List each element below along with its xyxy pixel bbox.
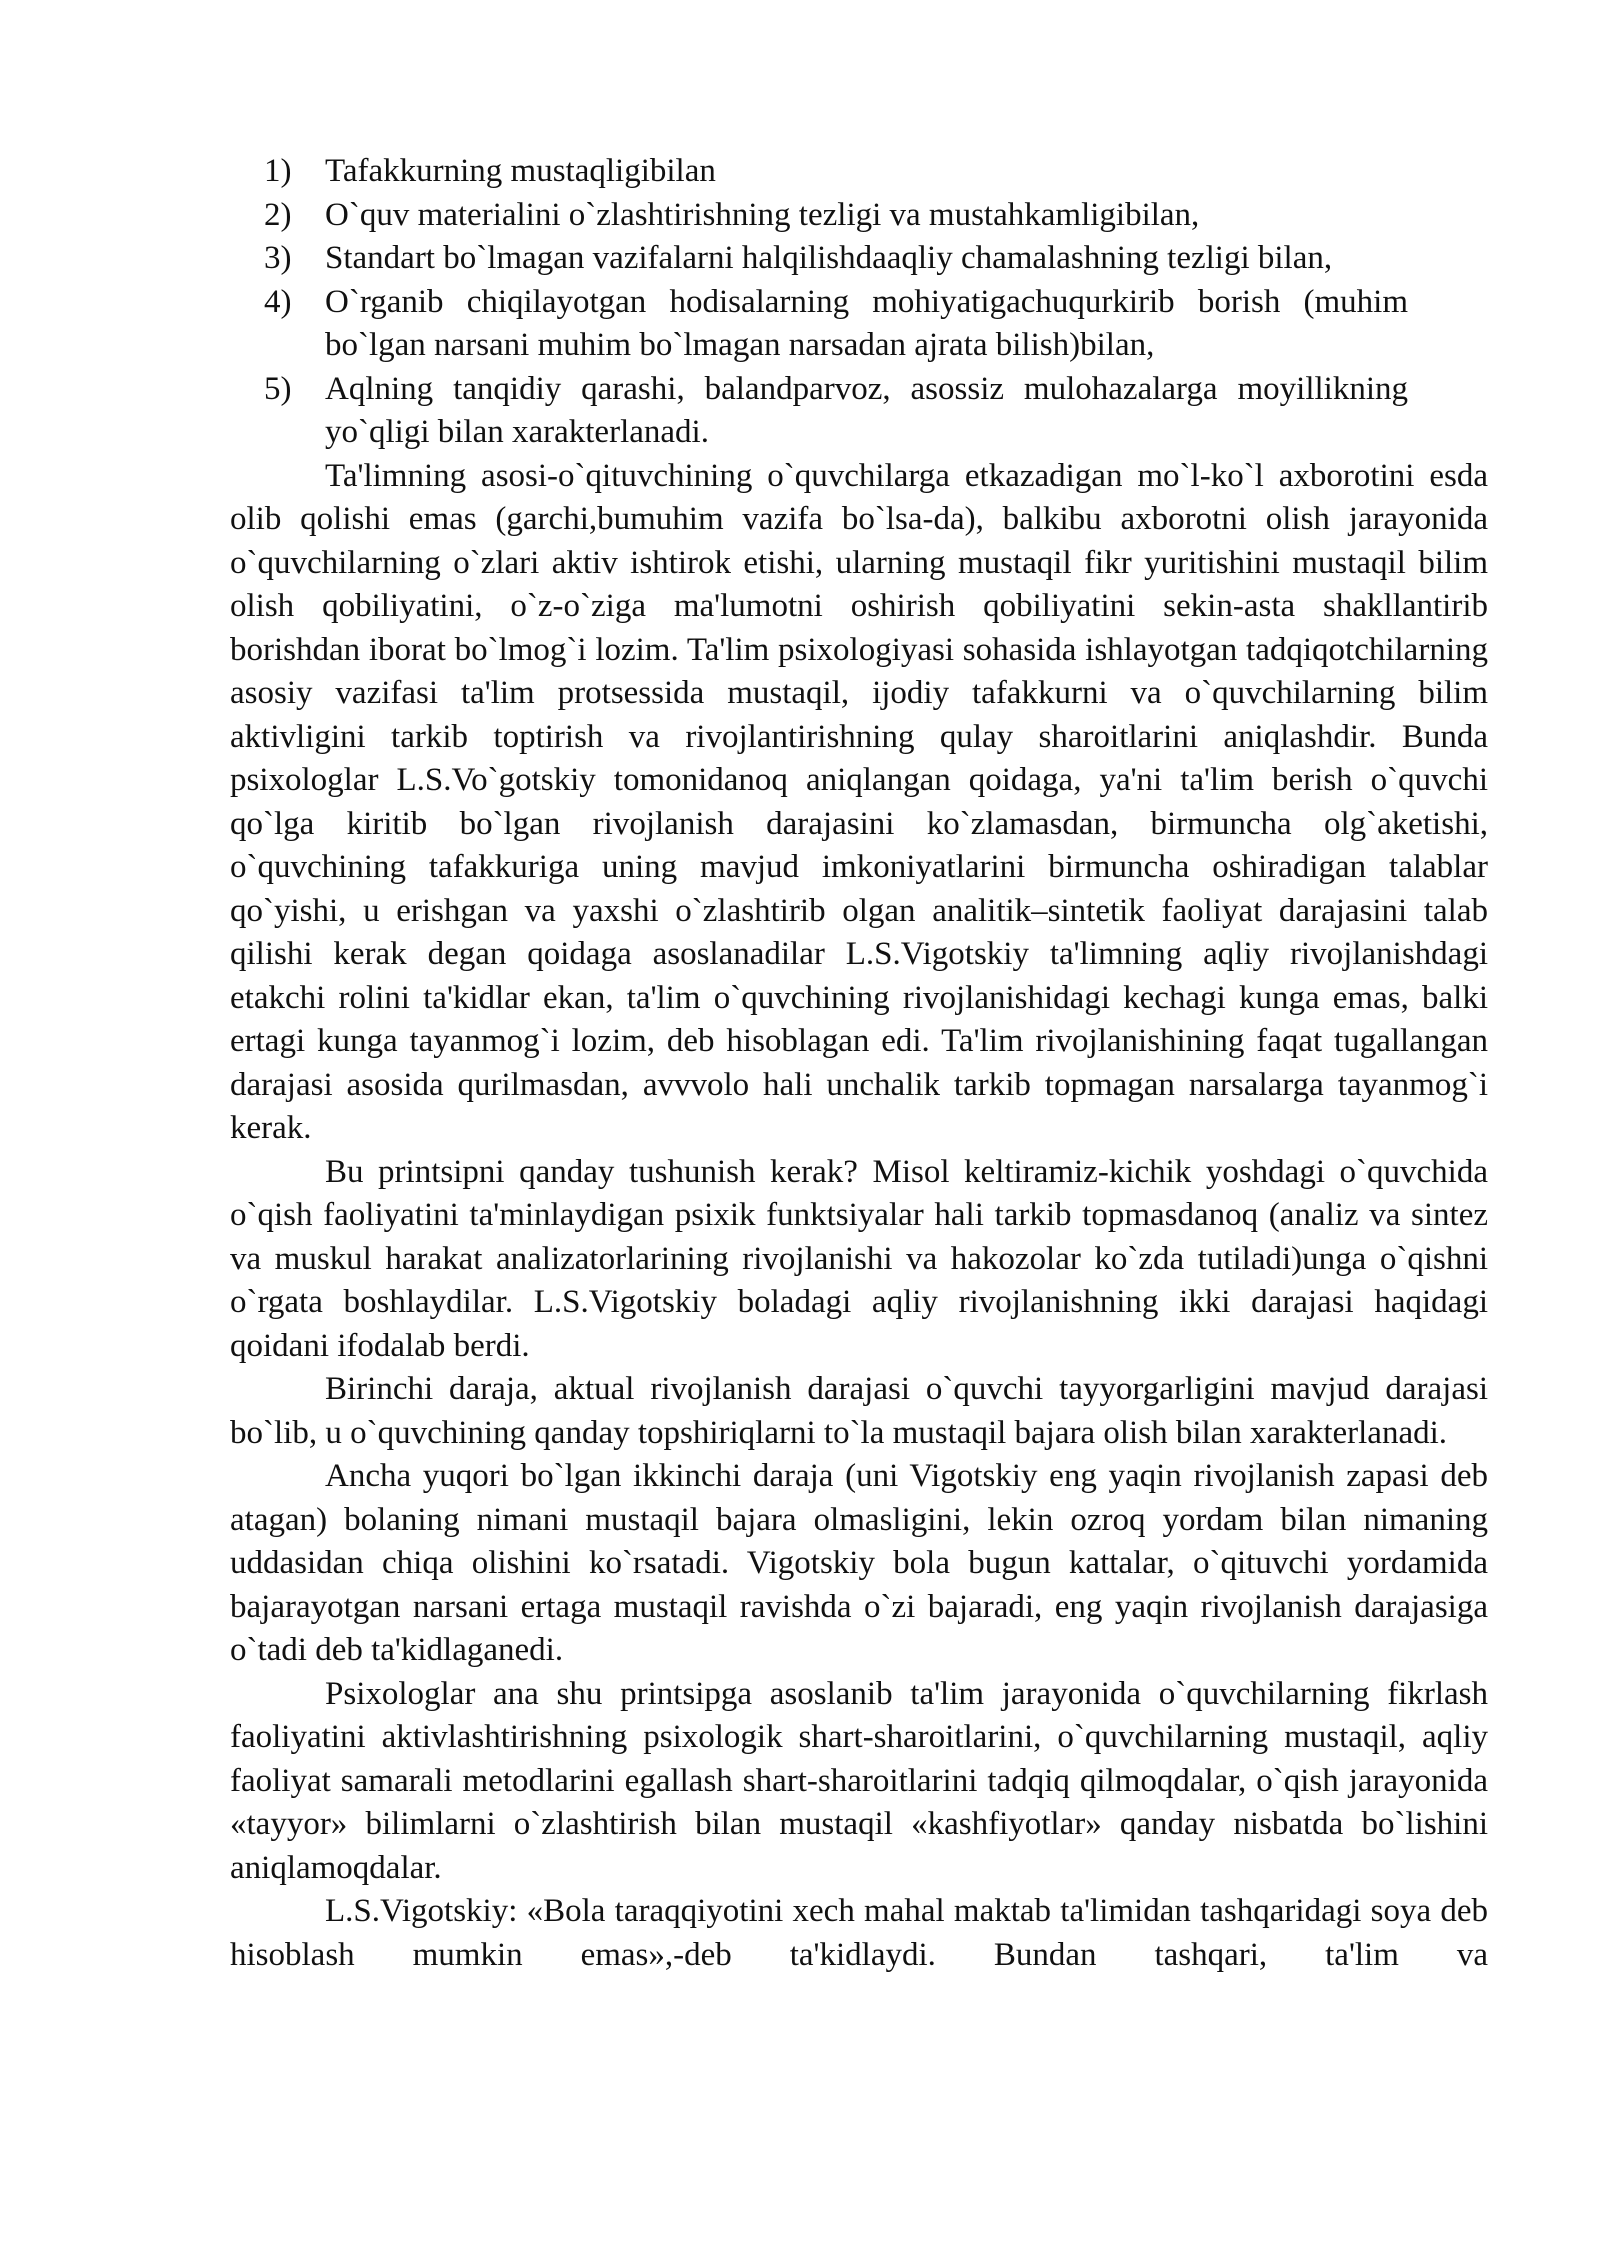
list-item-number: 5) xyxy=(264,370,292,407)
list-item-text: O`quv materialini o`zlashtirishning tezligi va mustahkamligibilan, xyxy=(325,196,1200,233)
paragraph: Birinchi daraja, aktual rivojlanish darajasi o`quvchi tayyorgarligini mavjud darajasi bo`lib, u o`quvchining qanday topshiriqlarni to`la mustaqil bajara olish bilan xarakterlanadi. xyxy=(230,1371,1488,1451)
list-item-text: Standart bo`lmagan vazifalarni halqilishdaaqliy chamalashning tezligi bilan, xyxy=(325,240,1333,276)
list-item-number: 3) xyxy=(264,240,292,276)
list-item xyxy=(230,368,1488,455)
list-item-number: 2) xyxy=(264,196,292,233)
list-item xyxy=(230,194,1488,238)
list-item xyxy=(230,281,1488,368)
numbered-list xyxy=(230,150,1488,455)
list-item-text: Aqlning tanqidiy qarashi, balandparvoz, asossiz mulohazalarga moyillikning yo`qligi bilan xarakterlanadi. xyxy=(325,370,1408,450)
list-item-number: 1) xyxy=(264,153,292,189)
list-item xyxy=(230,237,1488,281)
list-item-number: 4) xyxy=(264,283,292,320)
paragraph: Psixologlar ana shu printsipga asoslanib ta'lim jarayonida o`quvchilarning fikrlash faoliyatini aktivlashtirishning psixologik shart-sharoitlarini, o`quvchilarning mustaqil, aqliy faoliyat samarali metodlarini egallash shart-sharoitlarini tadqiq qilmoqdalar, o`qish jarayonida «tayyor» bilimlarni o`zlashtirish bilan mustaqil «kashfiyotlar» qanday nisbatda bo`lishini aniqlamoqdalar. xyxy=(230,1675,1488,1886)
paragraph: Ancha yuqori bo`lgan ikkinchi daraja (uni Vigotskiy eng yaqin rivojlanish zapasi deb atagan) bolaning nimani mustaqil bajara olmasligini, lekin ozroq yordam bilan nimaning uddasidan chiqa olishini ko`rsatadi. Vigotskiy bola bugun kattalar, o`qituvchi yordamida bajarayotgan narsani ertaga mustaqil ravishda o`zi bajaradi, eng yaqin rivojlanish darajasiga o`tadi deb ta'kidlaganedi. xyxy=(230,1458,1488,1668)
list-item-text: Tafakkurning mustaqligibilan xyxy=(325,153,716,189)
paragraph: Bu printsipni qanday tushunish kerak? Misol keltiramiz-kichik yoshdagi o`quvchida o`qish faoliyatini ta'minlaydigan psixik funktsiyalar hali tarkib topmasdanoq (analiz va sintez va muskul harakat analizatorlarining rivojlanishi va hakozolar ko`zda tutiladi)unga o`qishni o`rgata boshlaydilar. L.S.Vigotskiy boladagi aqliy rivojlanishning ikki darajasi haqidagi qoidani ifodalab berdi. xyxy=(230,1153,1488,1364)
paragraph: L.S.Vigotskiy: «Bola taraqqiyotini xech mahal maktab ta'limidan tashqaridagi soya deb hisoblash mumkin emas»,-deb ta'kidlaydi. Bundan tashqari, ta'lim va xyxy=(230,1893,1488,1973)
list-item xyxy=(230,150,1488,194)
document-body xyxy=(230,150,1488,1977)
paragraph: Ta'limning asosi-o`qituvchining o`quvchilarga etkazadigan mo`l-ko`l axborotini esda olib qolishi emas (garchi,bumuhim vazifa bo`lsa-da), balkibu axborotni olish jarayonida o`quvchilarning o`zlari aktiv ishtirok etishi, ularning mustaqil fikr yuritishini mustaqil bilim olish qobiliyatini, o`z-o`ziga ma'lumotni oshirish qobiliyatini sekin-asta shakllantirib borishdan iborat bo`lmog`i lozim. Ta'lim psixologiyasi sohasida ishlayotgan tadqiqotchilarning asosiy vazifasi ta'lim protsessida mustaqil, ijodiy tafakkurni va o`quvchilarning bilim aktivligini tarkib toptirish va rivojlantirishning qulay sharoitlarini aniqlashdir. Bunda psixologlar L.S.Vo`gotskiy tomonidanoq aniqlangan qoidaga, ya'ni ta'lim berish o`quvchi qo`lga kiritib bo`lgan rivojlanish darajasini ko`zlamasdan, birmuncha olg`aketishi, o`quvchining tafakkuriga uning mavjud imkoniyatlarini birmuncha oshiradigan talablar qo`yishi, u erishgan va yaxshi o`zlashtirib olgan analitik–sintetik faoliyat darajasini talab qilishi kerak degan qoidaga asoslanadilar L.S.Vigotskiy ta'limning aqliy rivojlanishdagi etakchi rolini ta'kidlar ekan, ta'lim o`quvchining rivojlanishidagi kechagi kunga emas, balki ertagi kunga tayanmog`i lozim, deb hisoblagan edi. Ta'lim rivojlanishining faqat tugallangan darajasi asosida qurilmasdan, avvvolo hali unchalik tarkib topmagan narsalarga tayanmog`i kerak. xyxy=(230,457,1488,1146)
list-item-text: O`rganib chiqilayotgan hodisalarning mohiyatigachuqurkirib borish (muhim bo`lgan narsani muhim bo`lmagan narsadan ajrata bilish)bilan, xyxy=(325,283,1408,363)
